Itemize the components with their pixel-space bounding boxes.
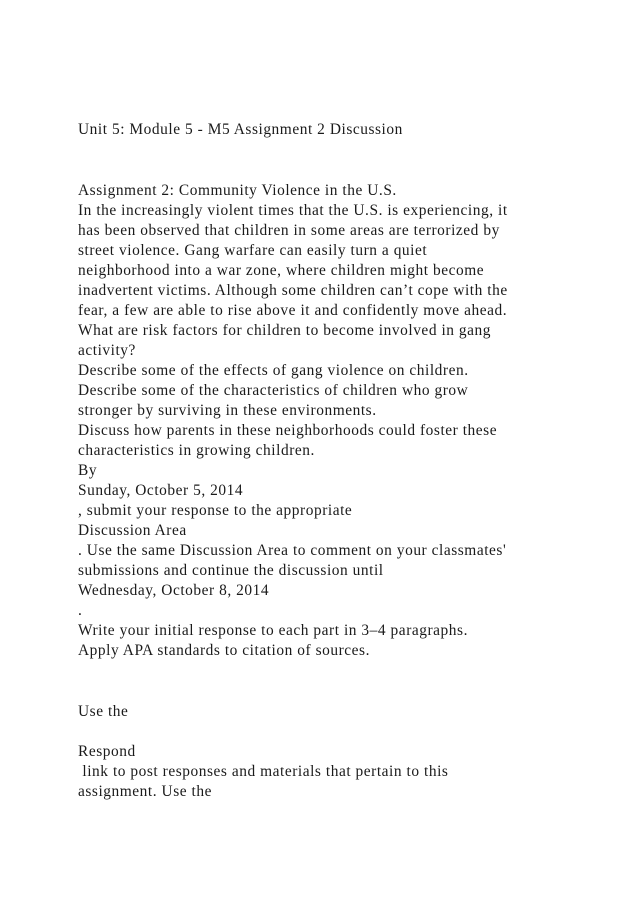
text-line: By: [78, 462, 98, 479]
text-line: Describe some of the effects of gang violence on children.: [78, 362, 469, 379]
page-title: Unit 5: Module 5 - M5 Assignment 2 Discussion: [78, 121, 403, 138]
text-line: submissions and continue the discussion until: [78, 562, 384, 579]
text-line: has been observed that children in some areas are terrorized by: [78, 222, 500, 239]
text-line: Write your initial response to each part in 3–4 paragraphs.: [78, 622, 468, 639]
text-line: assignment. Use the: [78, 783, 212, 800]
text-line: What are risk factors for children to become involved in gang: [78, 322, 492, 339]
text-line: Use the: [78, 703, 129, 720]
text-line: .: [78, 602, 83, 619]
text-line: Assignment 2: Community Violence in the U.S.: [78, 182, 397, 199]
text-line: activity?: [78, 342, 136, 359]
due-date: Sunday, October 5, 2014: [78, 482, 244, 499]
end-date: Wednesday, October 8, 2014: [78, 582, 270, 599]
discussion-area-label: Discussion Area: [78, 522, 187, 539]
text-line: link to post responses and materials that pertain to this: [78, 763, 449, 780]
text-line: stronger by surviving in these environments.: [78, 402, 377, 419]
text-line: characteristics in growing children.: [78, 442, 315, 459]
text-line: inadvertent victims. Although some children can’t cope with the: [78, 282, 508, 299]
text-line: street violence. Gang warfare can easily turn a quiet: [78, 242, 428, 259]
text-line: Apply APA standards to citation of sources.: [78, 642, 370, 659]
text-line: . Use the same Discussion Area to comment on your classmates': [78, 542, 507, 559]
respond-label: Respond: [78, 743, 136, 760]
text-line: In the increasingly violent times that the U.S. is experiencing, it: [78, 202, 508, 219]
text-line: neighborhood into a war zone, where children might become: [78, 262, 485, 279]
text-line: fear, a few are able to rise above it and confidently move ahead.: [78, 302, 508, 319]
text-line: Discuss how parents in these neighborhoods could foster these: [78, 422, 498, 439]
text-line: , submit your response to the appropriate: [78, 502, 353, 519]
text-line: Describe some of the characteristics of children who grow: [78, 382, 469, 399]
